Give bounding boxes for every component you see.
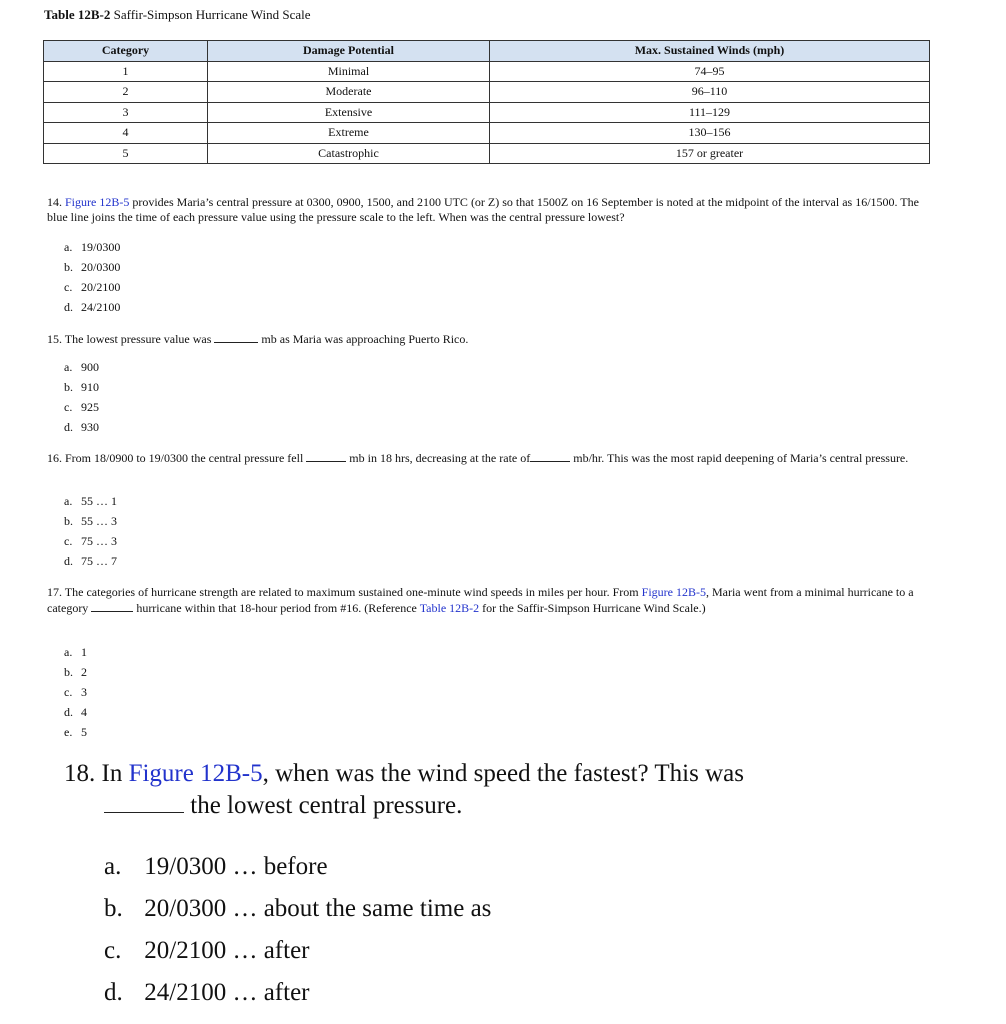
question-number: 14. (47, 195, 62, 209)
option-letter: d. (64, 554, 73, 568)
option-letter: a. (64, 494, 73, 508)
question-17 (47, 585, 927, 616)
option-letter: c. (64, 685, 73, 699)
option-letter: a. (64, 645, 73, 659)
question-text-1: The categories of hurricane strength are related to maximum sustained one-minute wind speeds in miles per hour. From (64, 585, 639, 599)
question-14 (47, 195, 927, 225)
question-text-2: , Maria went from a minimal hurricane to a category (47, 585, 914, 615)
option-text: 19/0300 … before (144, 853, 328, 880)
cell-category: 1 (44, 61, 208, 82)
cell-category: 3 (44, 102, 208, 123)
option-17d[interactable] (64, 705, 87, 720)
option-letter: b. (64, 260, 73, 274)
cell-winds: 96–110 (490, 82, 930, 103)
question-text-2: mb in 18 hrs, decreasing at the rate of (349, 451, 531, 465)
table-header-row (44, 41, 930, 62)
option-text: 3 (81, 685, 87, 699)
answer-blank-1[interactable] (306, 450, 346, 462)
table-row (44, 123, 930, 144)
question-number: 18. (64, 760, 96, 787)
option-15d[interactable] (64, 420, 99, 435)
option-letter: c. (64, 400, 73, 414)
table-link[interactable]: Table 12B-2 (419, 601, 480, 615)
question-18 (64, 758, 884, 822)
option-letter: b. (64, 665, 73, 679)
option-text: 900 (81, 360, 99, 374)
option-letter: d. (64, 705, 73, 719)
question-text-2: , when was the wind speed the fastest? This was (262, 760, 744, 787)
option-text: 55 … 3 (81, 514, 117, 528)
option-text: 20/2100 … after (144, 937, 310, 964)
option-text: 55 … 1 (81, 494, 117, 508)
option-18c[interactable] (104, 936, 309, 966)
question-text-before: The lowest pressure value was (64, 332, 212, 346)
option-letter: d. (104, 979, 123, 1006)
answer-blank[interactable] (104, 790, 184, 813)
question-text-3: the lowest central pressure. (190, 792, 463, 819)
option-letter: c. (64, 280, 73, 294)
cell-winds: 157 or greater (490, 143, 930, 164)
question-number: 15. (47, 332, 62, 346)
option-letter: c. (104, 937, 122, 964)
table-row (44, 82, 930, 103)
option-text: 75 … 7 (81, 554, 117, 568)
question-text-after: mb as Maria was approaching Puerto Rico. (261, 332, 469, 346)
answer-blank-2[interactable] (530, 450, 570, 462)
option-letter: b. (104, 895, 123, 922)
option-14a[interactable] (64, 240, 120, 255)
option-14b[interactable] (64, 260, 120, 275)
option-17e[interactable] (64, 725, 87, 740)
table-row (44, 61, 930, 82)
cell-damage: Catastrophic (208, 143, 490, 164)
option-letter: a. (64, 360, 73, 374)
option-16b[interactable] (64, 514, 117, 529)
option-letter: b. (64, 514, 73, 528)
option-text: 910 (81, 380, 99, 394)
option-text: 20/0300 … about the same time as (144, 895, 492, 922)
question-text-1: From 18/0900 to 19/0300 the central pressure fell (65, 451, 304, 465)
option-17c[interactable] (64, 685, 87, 700)
question-text-3: hurricane within that 18-hour period from #16. (Reference (136, 601, 417, 615)
option-16a[interactable] (64, 494, 117, 509)
figure-link[interactable]: Figure 12B-5 (641, 585, 706, 599)
option-text: 24/2100 … after (144, 979, 310, 1006)
question-18-line-2 (64, 790, 884, 822)
question-number: 17. (47, 585, 62, 599)
option-text: 75 … 3 (81, 534, 117, 548)
option-text: 4 (81, 705, 87, 719)
figure-link[interactable]: Figure 12B-5 (128, 760, 263, 787)
cell-category: 2 (44, 82, 208, 103)
option-letter: e. (64, 725, 73, 739)
question-text-1: In (101, 760, 123, 787)
option-text: 930 (81, 420, 99, 434)
option-text: 5 (81, 725, 87, 739)
option-text: 24/2100 (81, 300, 121, 314)
option-18a[interactable] (104, 852, 328, 882)
option-17a[interactable] (64, 645, 87, 660)
option-text: 20/2100 (81, 280, 121, 294)
option-text: 1 (81, 645, 87, 659)
cell-winds: 130–156 (490, 123, 930, 144)
saffir-simpson-table (43, 40, 930, 164)
cell-winds: 74–95 (490, 61, 930, 82)
question-16 (47, 450, 927, 466)
option-14c[interactable] (64, 280, 120, 295)
option-text: 925 (81, 400, 99, 414)
cell-damage: Extensive (208, 102, 490, 123)
cell-damage: Extreme (208, 123, 490, 144)
answer-blank[interactable] (91, 600, 133, 612)
header-category: Category (44, 41, 208, 62)
option-18d[interactable] (104, 978, 309, 1008)
question-text-4: for the Saffir-Simpson Hurricane Wind Scale.) (482, 601, 706, 615)
question-18-line-1 (64, 758, 884, 790)
option-letter: c. (64, 534, 73, 548)
option-17b[interactable] (64, 665, 87, 680)
cell-damage: Moderate (208, 82, 490, 103)
cell-winds: 111–129 (490, 102, 930, 123)
option-letter: d. (64, 300, 73, 314)
option-text: 20/0300 (81, 260, 121, 274)
option-15a[interactable] (64, 360, 99, 375)
cell-category: 4 (44, 123, 208, 144)
table-caption-title: Saffir-Simpson Hurricane Wind Scale (113, 7, 311, 22)
table-caption (44, 7, 311, 23)
option-15c[interactable] (64, 400, 99, 415)
question-text-3: mb/hr. This was the most rapid deepening of Maria’s central pressure. (573, 451, 909, 465)
option-18b[interactable] (104, 894, 491, 924)
option-letter: a. (104, 853, 122, 880)
header-max-winds: Max. Sustained Winds (mph) (490, 41, 930, 62)
header-damage-potential: Damage Potential (208, 41, 490, 62)
option-16d[interactable] (64, 554, 117, 569)
option-15b[interactable] (64, 380, 99, 395)
question-15 (47, 331, 927, 347)
option-letter: a. (64, 240, 73, 254)
table-row (44, 143, 930, 164)
question-text: provides Maria’s central pressure at 0300, 0900, 1500, and 2100 UTC (or Z) so that 1500Z on 16 September is noted at the midpoint of the interval as 16/1500. The blue line joins the time of each pressure value using the pressure scale to the left. When was the central pressure lowest? (47, 195, 919, 224)
figure-link[interactable]: Figure 12B-5 (65, 195, 130, 209)
option-letter: b. (64, 380, 73, 394)
option-14d[interactable] (64, 300, 120, 315)
cell-damage: Minimal (208, 61, 490, 82)
option-text: 2 (81, 665, 87, 679)
answer-blank[interactable] (214, 331, 258, 343)
option-letter: d. (64, 420, 73, 434)
question-number: 16. (47, 451, 62, 465)
table-caption-label: Table 12B-2 (44, 7, 111, 22)
option-text: 19/0300 (81, 240, 121, 254)
cell-category: 5 (44, 143, 208, 164)
table-row (44, 102, 930, 123)
option-16c[interactable] (64, 534, 117, 549)
